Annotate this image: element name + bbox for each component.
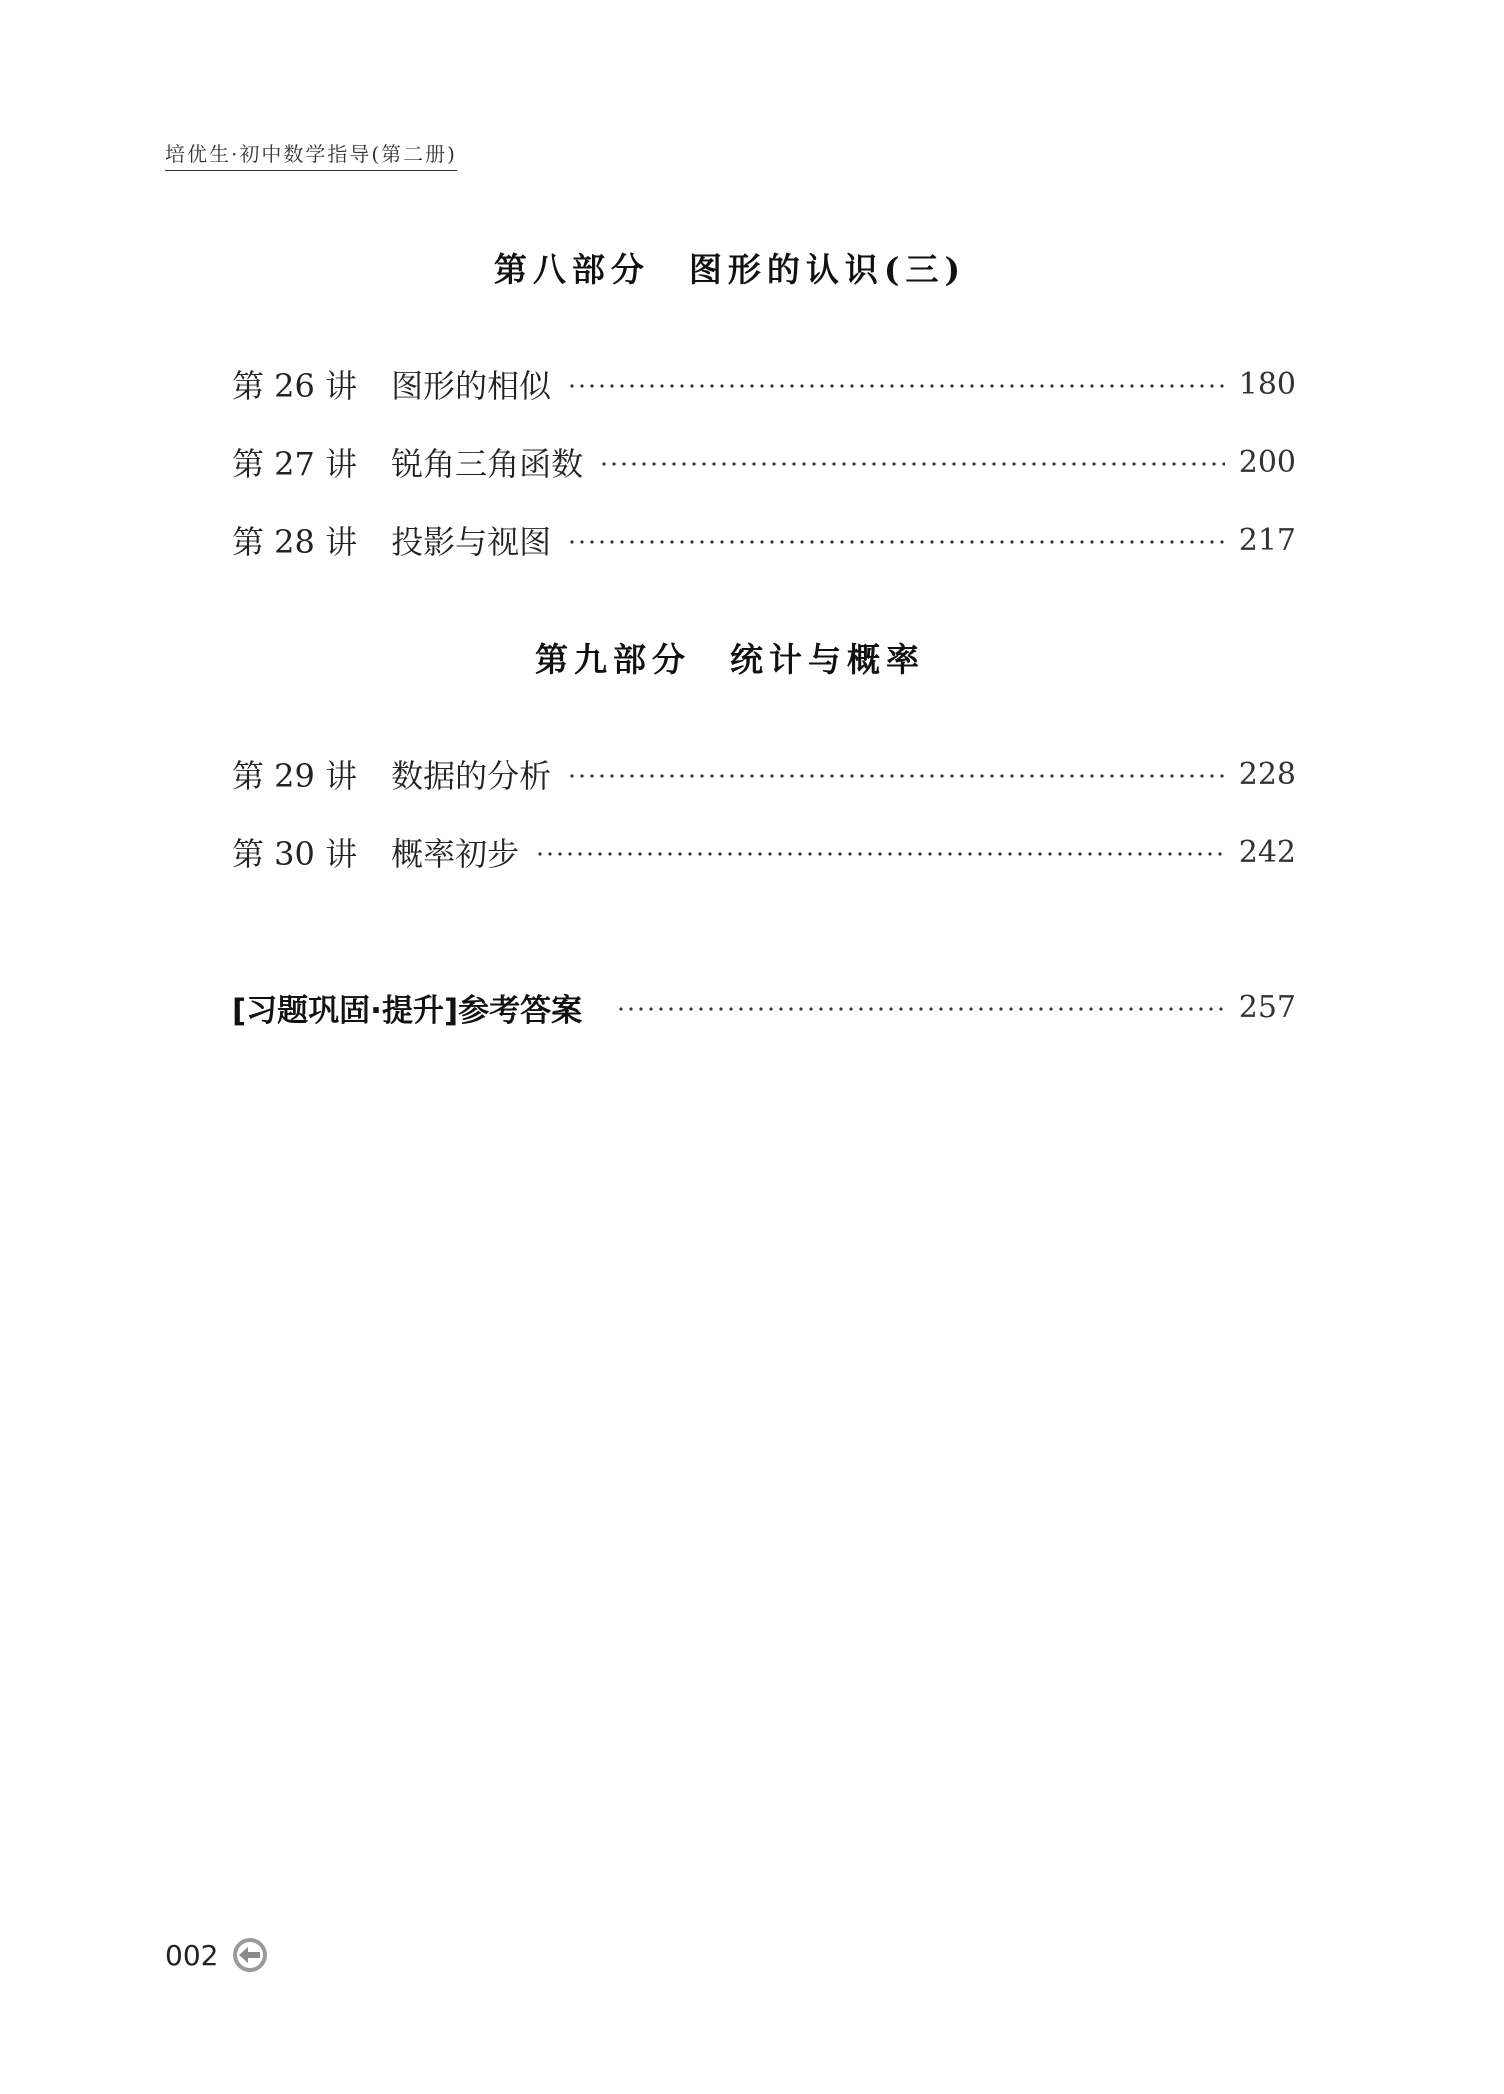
dot-leader xyxy=(567,773,1225,779)
toc-row[interactable] xyxy=(232,440,1296,484)
toc-row[interactable] xyxy=(232,362,1296,406)
lecture-number: 第 26 讲 xyxy=(232,367,358,405)
section-title-part-9: 第九部分 统计与概率 xyxy=(535,640,925,679)
page-ref: 242 xyxy=(1238,834,1296,870)
lecture-title: 投影与视图 xyxy=(391,523,552,561)
page-ref: 217 xyxy=(1238,522,1296,558)
lecture-title: 图形的相似 xyxy=(391,367,552,405)
page-ref: 257 xyxy=(1238,989,1296,1025)
dot-leader xyxy=(567,383,1225,389)
page-number: 002 xyxy=(165,1938,219,1972)
answers-title: [习题巩固·提升]参考答案 xyxy=(232,992,583,1029)
dot-leader xyxy=(535,851,1225,857)
page-footer xyxy=(165,1937,268,1973)
dot-leader xyxy=(567,539,1225,545)
lecture-title: 锐角三角函数 xyxy=(391,445,584,483)
lecture-title: 概率初步 xyxy=(391,835,520,873)
back-arrow-icon[interactable] xyxy=(232,1937,268,1973)
lecture-number: 第 27 讲 xyxy=(232,445,358,483)
toc-row-answers[interactable] xyxy=(232,985,1296,1029)
page-ref: 200 xyxy=(1238,444,1296,480)
page-ref: 228 xyxy=(1238,756,1296,792)
running-header: 培优生·初中数学指导(第二册) xyxy=(165,140,457,171)
toc-row[interactable] xyxy=(232,518,1296,562)
page-ref: 180 xyxy=(1238,366,1296,402)
toc-row[interactable] xyxy=(232,752,1296,796)
toc-row[interactable] xyxy=(232,830,1296,874)
dot-leader xyxy=(616,1006,1225,1012)
section-title-part-8: 第八部分 图形的认识(三) xyxy=(493,250,967,289)
lecture-number: 第 28 讲 xyxy=(232,523,358,561)
lecture-title: 数据的分析 xyxy=(391,757,552,795)
lecture-number: 第 30 讲 xyxy=(232,835,358,873)
lecture-number: 第 29 讲 xyxy=(232,757,358,795)
dot-leader xyxy=(599,461,1225,467)
